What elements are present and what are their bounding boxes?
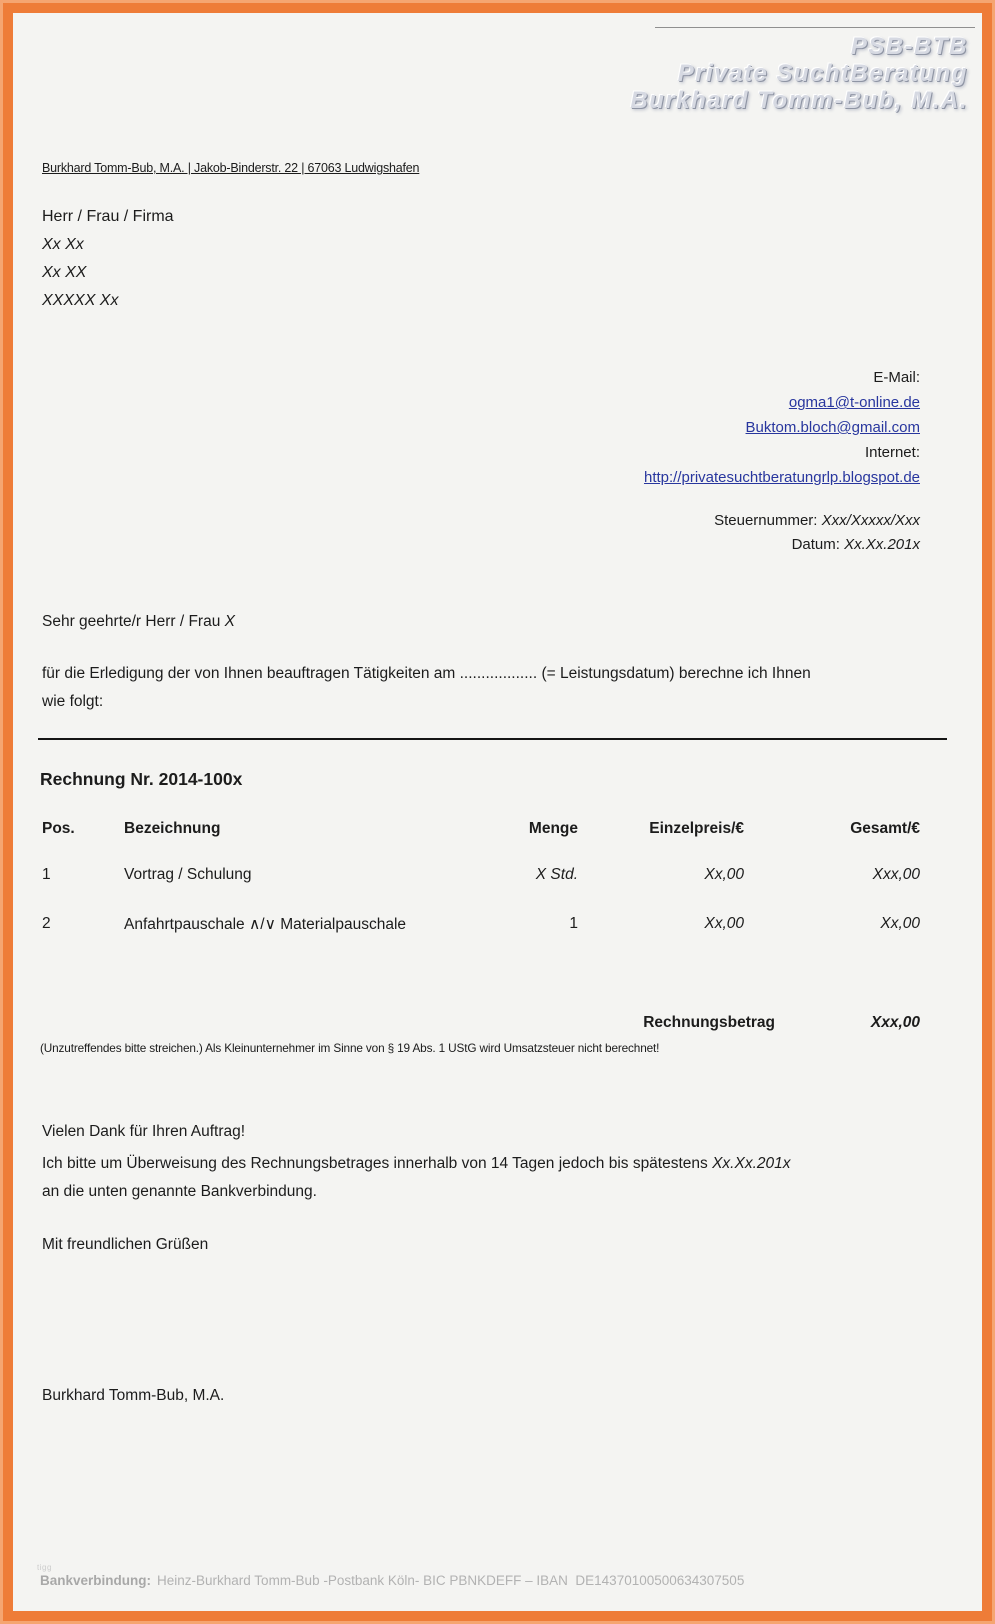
small-print-note: (Unzutreffendes bitte streichen.) Als Kleinunternehmer im Sinne von § 19 Abs. 1 UStG wird Umsatzsteuer nicht berechnet! (40, 1041, 660, 1055)
signature-name: Burkhard Tomm-Bub, M.A. (42, 1387, 225, 1404)
payment-text-line-2: an die unten genannte Bankverbindung. (42, 1183, 317, 1200)
intro-line-2: wie folgt: (42, 693, 104, 710)
row-pos: 1 (42, 866, 51, 883)
bank-details-footer (40, 1573, 744, 1588)
faint-watermark-text: tigg (37, 1563, 52, 1572)
col-header-unit-price: Einzelpreis/€ (649, 820, 744, 837)
tax-number-value: Xxx/Xxxxx/Xxx (821, 512, 920, 529)
row-description: Vortrag / Schulung (124, 866, 252, 883)
col-header-total: Gesamt/€ (850, 820, 920, 837)
logo-line-3: Burkhard Tomm-Bub, M.A. (630, 87, 968, 114)
invoice-total-row (42, 1014, 920, 1034)
tax-date-block (714, 509, 920, 557)
invoice-total-value: Xxx,00 (870, 1014, 920, 1031)
row-quantity: 1 (569, 915, 578, 932)
date-label: Datum: (791, 536, 840, 553)
recipient-name-placeholder: Xx Xx (42, 236, 84, 253)
invoice-letter-page (3, 3, 992, 1621)
email-link-1[interactable]: ogma1@t-online.de (788, 394, 920, 411)
salutation-text: Sehr geehrte/r Herr / Frau (42, 613, 221, 630)
regards-line: Mit freundlichen Grüßen (42, 1236, 209, 1253)
row-unit-price: Xx,00 (704, 866, 744, 883)
row-unit-price: Xx,00 (704, 915, 744, 932)
col-header-pos: Pos. (42, 820, 75, 837)
invoice-table-header (42, 820, 920, 838)
row-quantity: X Std. (535, 866, 578, 883)
invoice-title: Rechnung Nr. 2014-100x (40, 769, 243, 789)
email-link-2[interactable]: Buktom.bloch@gmail.com (745, 419, 920, 436)
invoice-total-label: Rechnungsbetrag (643, 1014, 775, 1031)
letter-salutation (42, 613, 235, 631)
tax-number-line (714, 509, 920, 533)
row-description: Anfahrtpauschale ∧/∨ Materialpauschale (124, 916, 407, 933)
letter-intro-paragraph (42, 660, 811, 716)
contact-block (644, 365, 920, 490)
website-link[interactable]: http://privatesuchtberatungrlp.blogspot.de (643, 469, 920, 486)
table-row (42, 915, 920, 934)
thanks-line: Vielen Dank für Ihren Auftrag! (42, 1123, 246, 1140)
logo-divider-line (655, 27, 975, 28)
row-total: Xx,00 (880, 915, 920, 932)
col-header-quantity: Menge (528, 820, 578, 837)
salutation-name-placeholder: X (224, 613, 235, 630)
email-label: E-Mail: (873, 369, 920, 386)
recipient-salutation: Herr / Frau / Firma (42, 208, 174, 225)
table-row (42, 866, 920, 884)
sender-address-line: Burkhard Tomm-Bub, M.A. | Jakob-Binderstr. 22 | 67063 Ludwigshafen (42, 161, 420, 175)
section-divider-line (38, 738, 947, 740)
date-line (714, 533, 920, 557)
recipient-address-block (42, 203, 174, 315)
col-header-description: Bezeichnung (124, 820, 221, 837)
recipient-street-placeholder: Xx XX (42, 264, 87, 281)
row-pos: 2 (42, 915, 51, 932)
bank-details-value: Heinz-Burkhard Tomm-Bub -Postbank Köln- BIC PBNKDEFF – IBAN DE14370100500634307505 (157, 1573, 745, 1588)
payment-terms-paragraph (42, 1150, 791, 1206)
internet-label: Internet: (864, 444, 920, 461)
company-logo (630, 33, 968, 114)
payment-date-placeholder: Xx.Xx.201x (712, 1155, 791, 1172)
bank-details-label: Bankverbindung: (40, 1573, 152, 1588)
recipient-city-placeholder: XXXXX Xx (42, 292, 119, 309)
payment-text: Ich bitte um Überweisung des Rechnungsbetrages innerhalb von 14 Tagen jedoch bis spätestens (42, 1155, 708, 1172)
logo-line-2: Private SuchtBeratung (677, 60, 968, 87)
intro-line-1: für die Erledigung der von Ihnen beauftragen Tätigkeiten am .................. (= Leistungsdatum) berechne ich Ihnen (42, 665, 811, 682)
row-total: Xxx,00 (872, 866, 920, 883)
tax-number-label: Steuernummer: (714, 512, 818, 529)
logo-line-1: PSB-BTB (850, 33, 968, 60)
date-value: Xx.Xx.201x (844, 536, 920, 553)
